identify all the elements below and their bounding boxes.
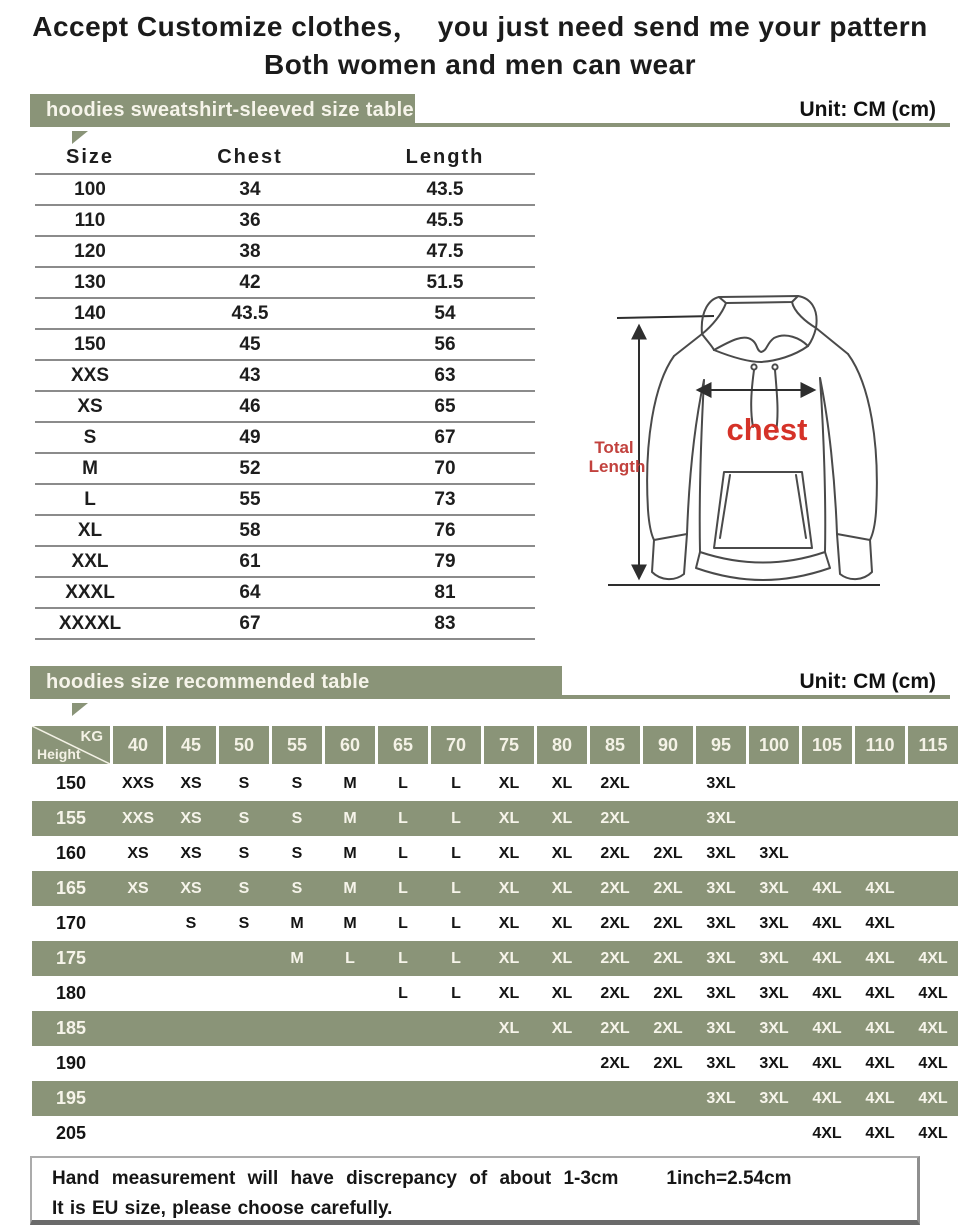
size-cell: XXS	[70, 364, 110, 386]
size-recommendation-cell: 4XL	[918, 984, 948, 1002]
table-row-height-185	[32, 1011, 958, 1046]
size-recommendation-cell: 3XL	[759, 879, 789, 897]
size-recommendation-cell: 2XL	[600, 984, 630, 1002]
size-recommendation-cell: 2XL	[653, 879, 683, 897]
size-recommendation-cell: 3XL	[759, 914, 789, 932]
size-recommendation-cell: XXS	[121, 809, 154, 827]
kg-column-header: 50	[219, 726, 269, 764]
size-recommendation-cell: S	[238, 879, 250, 897]
recommend-table-banner-label: hoodies size recommended table	[30, 666, 562, 699]
size-recommendation-cell: 4XL	[865, 1089, 895, 1107]
height-label: 180	[55, 983, 87, 1003]
size-recommendation-cell: XL	[498, 1019, 520, 1037]
kg-column-header: 105	[802, 726, 852, 764]
kg-column-header: 100	[749, 726, 799, 764]
kg-column-header: 110	[855, 726, 905, 764]
size-recommendation-cell: S	[238, 774, 250, 792]
table-row-height-170	[32, 906, 958, 941]
size-recommendation-cell: S	[238, 914, 250, 932]
value-cell: 65	[434, 395, 456, 417]
size-recommendation-cell: 2XL	[600, 879, 630, 897]
size-recommendation-cell: XL	[498, 774, 520, 792]
size-recommendation-cell: XS	[180, 879, 202, 897]
size-recommendation-cell: 2XL	[600, 809, 630, 827]
size-recommendation-cell: M	[290, 914, 304, 932]
height-label: 195	[55, 1088, 87, 1108]
value-cell: 63	[434, 364, 456, 386]
size-recommendation-cell: L	[451, 844, 461, 862]
size-recommendation-cell: 2XL	[653, 984, 683, 1002]
table-row	[35, 361, 535, 392]
value-cell: 67	[434, 426, 456, 448]
size-recommendation-cell: 4XL	[918, 1124, 948, 1142]
size-recommendation-cell: 2XL	[600, 1054, 630, 1072]
value-cell: 81	[434, 581, 456, 603]
size-recommendation-cell: XL	[551, 809, 573, 827]
kg-column-header: 95	[696, 726, 746, 764]
value-cell: 79	[434, 550, 456, 572]
height-label: 175	[55, 948, 87, 968]
size-recommendation-cell: M	[290, 949, 304, 967]
value-cell: 43	[239, 364, 261, 386]
height-label: 165	[55, 878, 87, 898]
size-table-column-header: Size	[65, 146, 115, 168]
size-recommendation-cell: 3XL	[759, 984, 789, 1002]
value-cell: 38	[239, 240, 261, 262]
size-table-column-header: Length	[405, 146, 485, 168]
value-cell: 64	[239, 581, 261, 603]
size-cell: L	[84, 488, 96, 510]
value-cell: 45.5	[426, 209, 464, 231]
size-recommendation-cell: 2XL	[653, 949, 683, 967]
size-recommendation-cell: L	[398, 949, 408, 967]
size-recommendation-cell: 4XL	[812, 914, 842, 932]
banner-tail	[72, 703, 88, 716]
table-row-height-195	[32, 1081, 958, 1116]
size-recommendation-cell: 3XL	[759, 1019, 789, 1037]
kg-column-header: 80	[537, 726, 587, 764]
kg-column-header: 45	[166, 726, 216, 764]
value-cell: 36	[239, 209, 261, 231]
kg-column-header: 65	[378, 726, 428, 764]
size-recommendation-cell: 4XL	[865, 1019, 895, 1037]
size-recommendation-cell: L	[398, 809, 408, 827]
value-cell: 61	[239, 550, 261, 572]
value-cell: 51.5	[426, 271, 464, 293]
size-recommendation-cell: 3XL	[706, 1089, 736, 1107]
size-recommendation-cell: 3XL	[759, 844, 789, 862]
kg-column-header: 90	[643, 726, 693, 764]
note-measurement-text: Hand measurement will have discrepancy of about 1-3cm	[52, 1168, 619, 1189]
size-recommendation-cell: XS	[180, 809, 202, 827]
value-cell: 42	[239, 271, 261, 293]
size-recommendation-cell: XL	[551, 914, 573, 932]
size-recommendation-cell: XL	[498, 949, 520, 967]
kg-height-corner-cell	[32, 726, 110, 764]
size-recommendation-cell: 4XL	[865, 914, 895, 932]
size-recommendation-cell: M	[343, 809, 357, 827]
size-recommendation-cell: 2XL	[600, 844, 630, 862]
table-row-height-205	[32, 1116, 958, 1151]
corner-kg-label: KG	[80, 728, 103, 745]
table-row	[35, 485, 535, 516]
size-recommendation-cell: 2XL	[653, 914, 683, 932]
size-recommendation-cell: M	[343, 844, 357, 862]
value-cell: 49	[239, 426, 261, 448]
note-box	[30, 1156, 920, 1225]
size-recommendation-cell: XL	[498, 844, 520, 862]
size-recommendation-cell: 3XL	[759, 949, 789, 967]
size-recommendation-cell: L	[398, 879, 408, 897]
hoodie-drawing	[562, 272, 960, 630]
table-row	[35, 268, 535, 299]
size-recommendation-cell: L	[398, 774, 408, 792]
size-recommendation-cell: 3XL	[706, 879, 736, 897]
table-row-height-190	[32, 1046, 958, 1081]
recommend-table-body	[32, 766, 958, 1151]
size-recommendation-cell: 4XL	[812, 1019, 842, 1037]
kg-column-header: 70	[431, 726, 481, 764]
size-recommendation-cell: XL	[498, 809, 520, 827]
value-cell: 54	[434, 302, 456, 324]
size-recommendation-cell: 4XL	[812, 1124, 842, 1142]
size-recommendation-cell: S	[291, 774, 303, 792]
value-cell: 34	[239, 178, 261, 200]
size-recommendation-cell: XS	[180, 844, 202, 862]
size-table-unit-label: Unit: CM (cm)	[799, 98, 936, 121]
size-recommendation-cell: 4XL	[865, 1054, 895, 1072]
value-cell: 46	[239, 395, 261, 417]
size-recommendation-cell: XXS	[121, 774, 154, 792]
height-label: 190	[55, 1053, 87, 1073]
size-recommendation-cell: 4XL	[865, 1124, 895, 1142]
height-label: 205	[55, 1123, 87, 1143]
size-recommendation-cell: 4XL	[812, 984, 842, 1002]
size-recommendation-cell: XL	[551, 844, 573, 862]
size-recommendation-cell: XL	[551, 949, 573, 967]
size-table-header-row	[35, 142, 535, 175]
size-cell: M	[82, 457, 98, 479]
size-table-banner-label: hoodies sweatshirt-sleeved size table	[30, 94, 415, 127]
table-row	[35, 609, 535, 640]
size-recommendation-cell: 2XL	[653, 844, 683, 862]
size-recommendation-cell: 4XL	[812, 949, 842, 967]
table-row-height-165	[32, 871, 958, 906]
size-recommendation-cell: 2XL	[600, 949, 630, 967]
size-table	[35, 142, 535, 640]
size-recommendation-cell: 4XL	[918, 1089, 948, 1107]
height-label: 150	[55, 773, 87, 793]
kg-column-header: 115	[908, 726, 958, 764]
size-recommendation-cell: L	[398, 844, 408, 862]
recommend-table	[32, 726, 958, 1151]
size-recommendation-cell: M	[343, 879, 357, 897]
size-recommendation-cell: S	[291, 809, 303, 827]
table-row	[35, 547, 535, 578]
value-cell: 56	[434, 333, 456, 355]
table-row	[35, 237, 535, 268]
size-recommendation-cell: 3XL	[706, 774, 736, 792]
table-row	[35, 299, 535, 330]
value-cell: 58	[239, 519, 261, 541]
value-cell: 55	[239, 488, 261, 510]
value-cell: 76	[434, 519, 456, 541]
page-title	[0, 8, 960, 84]
size-recommendation-cell: XL	[498, 879, 520, 897]
size-cell: 150	[74, 333, 106, 355]
table-row	[35, 516, 535, 547]
size-recommendation-cell: M	[343, 914, 357, 932]
size-recommendation-cell: L	[398, 984, 408, 1002]
value-cell: 43.5	[231, 302, 269, 324]
kg-column-header: 40	[113, 726, 163, 764]
table-row	[35, 330, 535, 361]
table-row	[35, 392, 535, 423]
title-line-1: Accept Customize clothes， you just need send me your pattern	[32, 11, 928, 42]
size-recommendation-cell: XL	[498, 984, 520, 1002]
size-cell: XL	[77, 519, 103, 541]
size-recommendation-cell: L	[451, 984, 461, 1002]
size-table-column-header: Chest	[217, 146, 283, 168]
size-recommendation-cell: S	[238, 844, 250, 862]
height-label: 170	[55, 913, 87, 933]
size-recommendation-cell: XL	[551, 984, 573, 1002]
size-recommendation-cell: 3XL	[706, 844, 736, 862]
size-recommendation-cell: L	[345, 949, 355, 967]
note-line-1	[52, 1168, 917, 1190]
table-row-height-155	[32, 801, 958, 836]
table-row	[35, 206, 535, 237]
size-cell: 130	[74, 271, 106, 293]
size-recommendation-cell: 4XL	[812, 879, 842, 897]
value-cell: 43.5	[426, 178, 464, 200]
size-recommendation-cell: XL	[498, 914, 520, 932]
size-cell: 140	[74, 302, 106, 324]
size-cell: 120	[74, 240, 106, 262]
size-recommendation-cell: S	[185, 914, 197, 932]
kg-column-header: 75	[484, 726, 534, 764]
recommend-table-banner	[30, 666, 950, 699]
size-recommendation-cell: 3XL	[706, 984, 736, 1002]
recommend-table-header	[32, 726, 958, 764]
size-recommendation-cell: 4XL	[918, 1019, 948, 1037]
size-recommendation-cell: 2XL	[653, 1054, 683, 1072]
size-cell: XXL	[71, 550, 109, 572]
size-cell: XXXL	[65, 581, 115, 603]
table-row	[35, 578, 535, 609]
table-row	[35, 423, 535, 454]
size-recommendation-cell: 4XL	[812, 1089, 842, 1107]
size-recommendation-cell: 3XL	[706, 1054, 736, 1072]
size-recommendation-cell: L	[451, 879, 461, 897]
size-recommendation-cell: L	[451, 914, 461, 932]
size-recommendation-cell: XL	[551, 879, 573, 897]
total-length-label-line2: Length	[588, 457, 646, 476]
recommend-table-unit-label: Unit: CM (cm)	[799, 670, 936, 693]
size-recommendation-cell: 4XL	[918, 1054, 948, 1072]
table-row	[35, 454, 535, 485]
title-line-2: Both women and men can wear	[263, 49, 697, 80]
table-row-height-180	[32, 976, 958, 1011]
size-recommendation-cell: 2XL	[653, 1019, 683, 1037]
kg-column-header: 85	[590, 726, 640, 764]
height-label: 155	[55, 808, 87, 828]
size-recommendation-cell: 4XL	[865, 984, 895, 1002]
table-row-height-160	[32, 836, 958, 871]
value-cell: 70	[434, 457, 456, 479]
size-recommendation-cell: S	[291, 844, 303, 862]
size-recommendation-cell: XS	[127, 879, 149, 897]
size-cell: S	[83, 426, 97, 448]
size-cell: 100	[74, 178, 106, 200]
size-cell: 110	[74, 209, 106, 231]
value-cell: 83	[434, 612, 456, 634]
size-recommendation-cell: L	[451, 774, 461, 792]
size-recommendation-cell: 2XL	[600, 914, 630, 932]
value-cell: 45	[239, 333, 261, 355]
size-recommendation-cell: 3XL	[759, 1089, 789, 1107]
size-recommendation-cell: XL	[551, 774, 573, 792]
size-recommendation-cell: 2XL	[600, 1019, 630, 1037]
size-recommendation-cell: M	[343, 774, 357, 792]
size-recommendation-cell: S	[238, 809, 250, 827]
size-recommendation-cell: 4XL	[918, 949, 948, 967]
height-label: 160	[55, 843, 87, 863]
size-cell: XXXXL	[58, 612, 122, 634]
size-recommendation-cell: 4XL	[865, 949, 895, 967]
size-recommendation-cell: 3XL	[706, 1019, 736, 1037]
hoodie-diagram	[562, 272, 960, 630]
size-cell: XS	[77, 395, 103, 417]
kg-column-header: 60	[325, 726, 375, 764]
value-cell: 73	[434, 488, 456, 510]
size-recommendation-cell: 3XL	[706, 809, 736, 827]
note-line-2: It is EU size, please choose carefully.	[52, 1198, 393, 1219]
size-recommendation-cell: XL	[551, 1019, 573, 1037]
size-recommendation-cell: 4XL	[812, 1054, 842, 1072]
table-row	[35, 175, 535, 206]
height-label: 185	[55, 1018, 87, 1038]
table-row-height-175	[32, 941, 958, 976]
size-recommendation-cell: S	[291, 879, 303, 897]
size-table-banner	[30, 94, 950, 127]
size-recommendation-cell: 3XL	[706, 914, 736, 932]
size-recommendation-cell: 4XL	[865, 879, 895, 897]
size-recommendation-cell: 2XL	[600, 774, 630, 792]
chest-label: chest	[726, 412, 808, 447]
value-cell: 47.5	[426, 240, 464, 262]
size-recommendation-cell: L	[398, 914, 408, 932]
size-recommendation-cell: L	[451, 949, 461, 967]
value-cell: 67	[239, 612, 261, 634]
size-recommendation-cell: XS	[180, 774, 202, 792]
size-recommendation-cell: XS	[127, 844, 149, 862]
size-recommendation-cell: 3XL	[706, 949, 736, 967]
size-recommendation-cell: 3XL	[759, 1054, 789, 1072]
total-length-label-line1: Total	[594, 438, 634, 457]
value-cell: 52	[239, 457, 261, 479]
size-recommendation-cell: L	[451, 809, 461, 827]
kg-column-header: 55	[272, 726, 322, 764]
note-inch-conversion: 1inch=2.54cm	[666, 1168, 792, 1189]
corner-height-label: Height	[37, 746, 81, 762]
table-row-height-150	[32, 766, 958, 801]
